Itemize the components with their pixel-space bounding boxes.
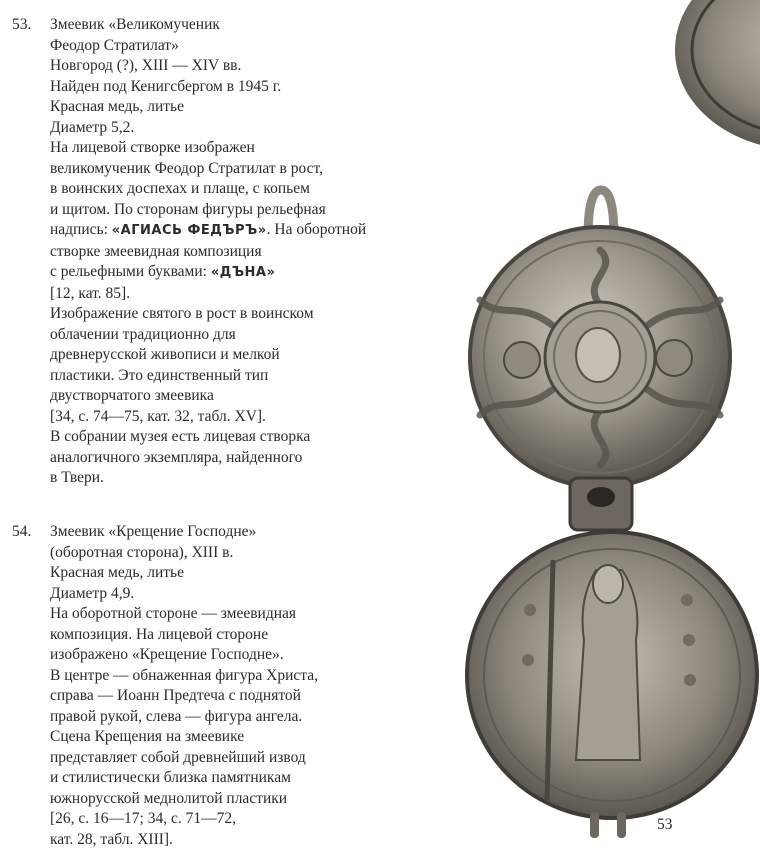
text-line bbox=[50, 56, 410, 77]
text-line bbox=[50, 366, 410, 387]
line-text: Изображение святого в рост в воинском bbox=[50, 305, 314, 322]
line-text: Красная медь, литье bbox=[50, 98, 184, 115]
line-text: Сцена Крещения на змеевике bbox=[50, 728, 244, 745]
upper-leaf bbox=[470, 227, 730, 487]
text-line bbox=[50, 604, 410, 625]
text-line bbox=[50, 809, 410, 830]
text-line bbox=[50, 686, 410, 707]
line-text: [34, с. 74—75, кат. 32, табл. XV]. bbox=[50, 408, 266, 425]
lower-leaf bbox=[467, 532, 757, 818]
text-line bbox=[50, 563, 410, 584]
serpentine-amulet-photo bbox=[440, 0, 760, 849]
line-text: облачении традиционно для bbox=[50, 326, 236, 343]
text-line bbox=[50, 625, 410, 646]
text-line bbox=[50, 522, 410, 543]
line-text: створке змеевидная композиция bbox=[50, 243, 262, 260]
line-text: в Твери. bbox=[50, 469, 104, 486]
line-text: аналогичного экземпляра, найденного bbox=[50, 449, 302, 466]
line-text: южнорусской меднолитой пластики bbox=[50, 790, 287, 807]
line-text: великомученик Феодор Стратилат в рост, bbox=[50, 160, 323, 177]
line-text: кат. 28, табл. XIII]. bbox=[50, 831, 173, 848]
text-line bbox=[50, 36, 410, 57]
text-line bbox=[50, 727, 410, 748]
text-line bbox=[50, 262, 410, 284]
text-line bbox=[50, 118, 410, 139]
text-line bbox=[50, 543, 410, 564]
text-line bbox=[50, 284, 410, 305]
text-line bbox=[50, 768, 410, 789]
line-text: Змеевик «Великомученик bbox=[50, 16, 220, 33]
text-line bbox=[50, 15, 410, 36]
text-line bbox=[50, 448, 410, 469]
text-line bbox=[50, 789, 410, 810]
line-text: Диаметр 4,9. bbox=[50, 585, 134, 602]
entry-text bbox=[50, 522, 410, 850]
line-text: В центре — обнаженная фигура Христа, bbox=[50, 667, 318, 684]
line-text: в воинских доспехах и плаще, с копьем bbox=[50, 180, 310, 197]
page-number: 53 bbox=[657, 816, 673, 834]
line-text: Диаметр 5,2. bbox=[50, 119, 134, 136]
line-text: Новгород (?), XIII — XIV вв. bbox=[50, 57, 241, 74]
line-text: Змеевик «Крещение Господне» bbox=[50, 523, 256, 540]
text-line bbox=[50, 386, 410, 407]
old-slavonic-inscription: «ДЪНА» bbox=[211, 265, 276, 280]
line-text: изображено «Крещение Господне». bbox=[50, 646, 284, 663]
line-text: надпись: bbox=[50, 221, 112, 238]
entry-number: 53. bbox=[12, 15, 31, 36]
text-line bbox=[50, 468, 410, 489]
text-line bbox=[50, 645, 410, 666]
line-text: На оборотной стороне — змеевидная bbox=[50, 605, 296, 622]
line-text: пластики. Это единственный тип bbox=[50, 367, 268, 384]
line-text: двустворчатого змеевика bbox=[50, 387, 214, 404]
entry-text bbox=[50, 15, 410, 489]
text-line bbox=[50, 666, 410, 687]
line-text: представляет собой древнейший извод bbox=[50, 749, 306, 766]
text-line bbox=[50, 830, 410, 850]
line-text: с рельефными буквами: bbox=[50, 263, 211, 280]
text-line bbox=[50, 407, 410, 428]
text-line bbox=[50, 220, 410, 242]
line-text: Красная медь, литье bbox=[50, 564, 184, 581]
text-line bbox=[50, 242, 410, 263]
line-text: Феодор Стратилат» bbox=[50, 37, 179, 54]
text-line bbox=[50, 345, 410, 366]
entry-number: 54. bbox=[12, 522, 31, 543]
text-line bbox=[50, 77, 410, 98]
line-text: [12, кат. 85]. bbox=[50, 285, 130, 302]
old-slavonic-inscription: «АГИАСЬ ФЕДЪРЪ» bbox=[112, 223, 267, 238]
text-line bbox=[50, 304, 410, 325]
line-text: В собрании музея есть лицевая створка bbox=[50, 428, 310, 445]
line-text: Найден под Кенигсбергом в 1945 г. bbox=[50, 78, 281, 95]
line-text: и щитом. По сторонам фигуры рельефная bbox=[50, 201, 326, 218]
text-line bbox=[50, 427, 410, 448]
text-line bbox=[50, 707, 410, 728]
text-line bbox=[50, 200, 410, 221]
text-line bbox=[50, 179, 410, 200]
text-line bbox=[50, 97, 410, 118]
line-text: правой рукой, слева — фигура ангела. bbox=[50, 708, 302, 725]
text-line bbox=[50, 325, 410, 346]
adjacent-medallion-fragment bbox=[675, 0, 760, 150]
line-text: справа — Иоанн Предтеча с поднятой bbox=[50, 687, 301, 704]
line-text: композиция. На лицевой стороне bbox=[50, 626, 268, 643]
text-line bbox=[50, 159, 410, 180]
line-text: древнерусской живописи и мелкой bbox=[50, 346, 280, 363]
line-text: На лицевой створке изображен bbox=[50, 139, 255, 156]
line-text: и стилистически близка памятникам bbox=[50, 769, 291, 786]
line-text-tail: . На оборотной bbox=[267, 221, 367, 238]
line-text: (оборотная сторона), XIII в. bbox=[50, 544, 233, 561]
hinge bbox=[570, 478, 632, 530]
text-line bbox=[50, 138, 410, 159]
line-text: [26, с. 16—17; 34, с. 71—72, bbox=[50, 810, 236, 827]
text-line bbox=[50, 748, 410, 769]
text-line bbox=[50, 584, 410, 605]
